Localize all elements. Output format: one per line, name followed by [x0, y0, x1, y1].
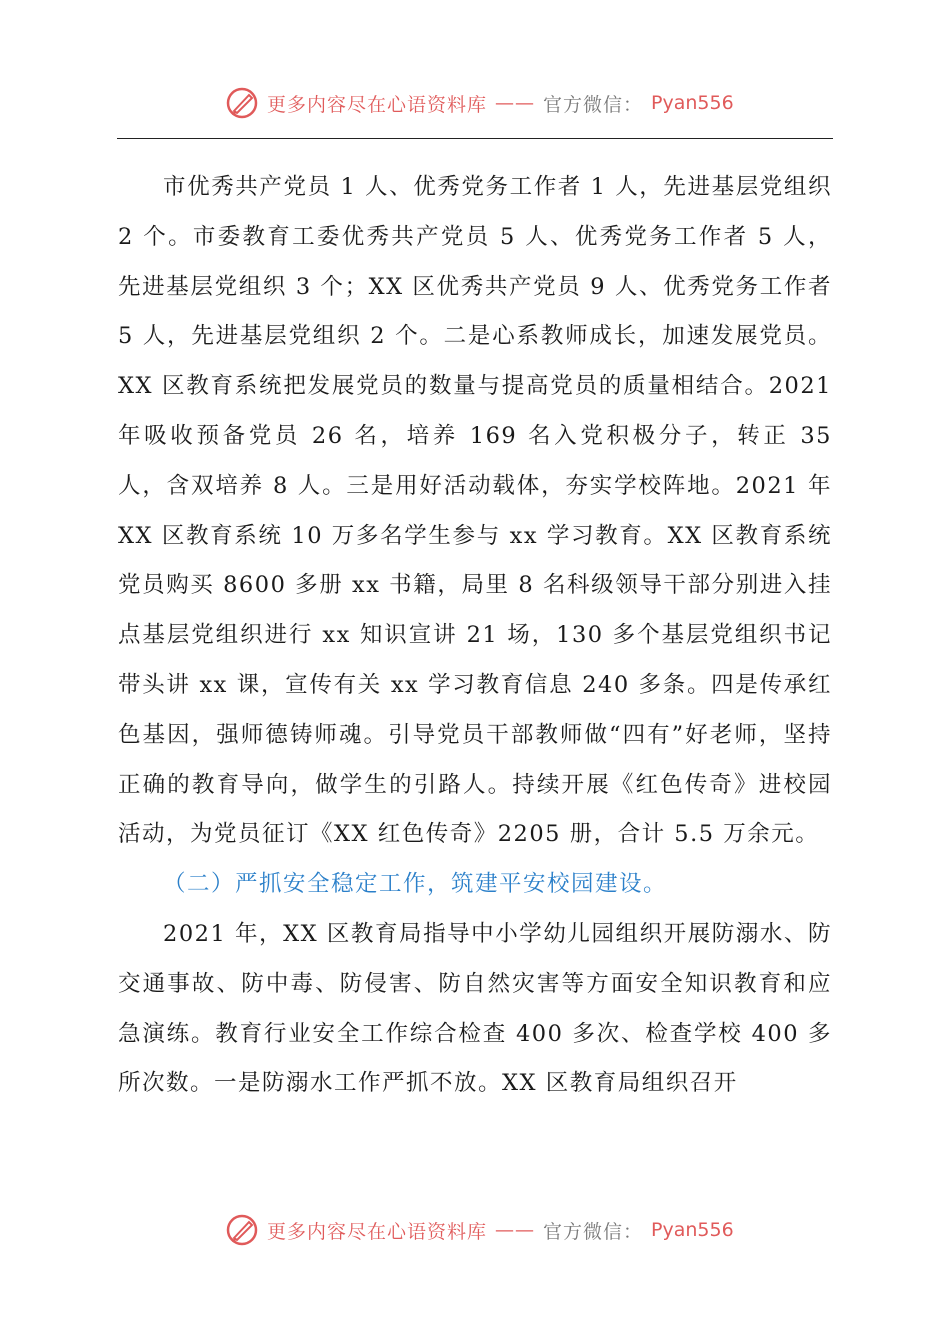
document-body [118, 163, 832, 1109]
pen-logo-icon [225, 1213, 259, 1247]
section-heading-2: （二）严抓安全稳定工作，筑建平安校园建设。 [163, 871, 668, 898]
footer-separator: —— [495, 1219, 536, 1241]
header-separator: —— [495, 92, 536, 114]
header-wechat-label: 官方微信： [543, 93, 644, 116]
header-wechat-id: Pyan556 [651, 92, 734, 114]
header-divider [117, 138, 833, 139]
header-watermark [225, 83, 734, 123]
footer-brand-text: 更多内容尽在心语资料库 [267, 1220, 488, 1243]
header-brand-text: 更多内容尽在心语资料库 [267, 93, 488, 116]
paragraph-1: 市优秀共产党员 1 人、优秀党务工作者 1 人，先进基层党组织 2 个。市委教育工委优秀共产党员 5 人、优秀党务工作者 5 人，先进基层党组织 3 个；XX 区优秀共产党员 9 人、优秀党务工作者 5 人，先进基层党组织 2 个。二是心系教师成长，加速发展党员。XX 区教育系统把发展党员的数量与提高党员的质量相结合。2021 年吸收预备党员 26 名，培养 169 名入党积极分子，转正 35 人，含双培养 8 人。三是用好活动载体，夯实学校阵地。2021 年 XX 区教育系统 10 万多名学生参与 xx 学习教育。XX 区教育系统党员购买 8600 多册 xx 书籍，局里 8 名科级领导干部分别进入挂点基层党组织进行 xx 知识宣讲 21 场，130 多个基层党组织书记带头讲 xx 课，宣传有关 xx 学习教育信息 240 多条。四是传承红色基因，强师德铸师魂。引导党员干部教师做“四有”好老师，坚持正确的教育导向，做学生的引路人。持续开展《红色传奇》进校园活动，为党员征订《XX 红色传奇》2205 册，合计 5.5 万余元。 [118, 174, 832, 848]
footer-wechat-id: Pyan556 [651, 1219, 734, 1241]
footer-watermark [225, 1210, 734, 1250]
paragraph-2: 2021 年，XX 区教育局指导中小学幼儿园组织开展防溺水、防交通事故、防中毒、防侵害、防自然灾害等方面安全知识教育和应急演练。教育行业安全工作综合检查 400 多次、检查学校 400 多所次数。一是防溺水工作严抓不放。XX 区教育局组织召开 [118, 920, 832, 1097]
footer-wechat-label: 官方微信： [543, 1220, 644, 1243]
pen-logo-icon [225, 86, 259, 120]
